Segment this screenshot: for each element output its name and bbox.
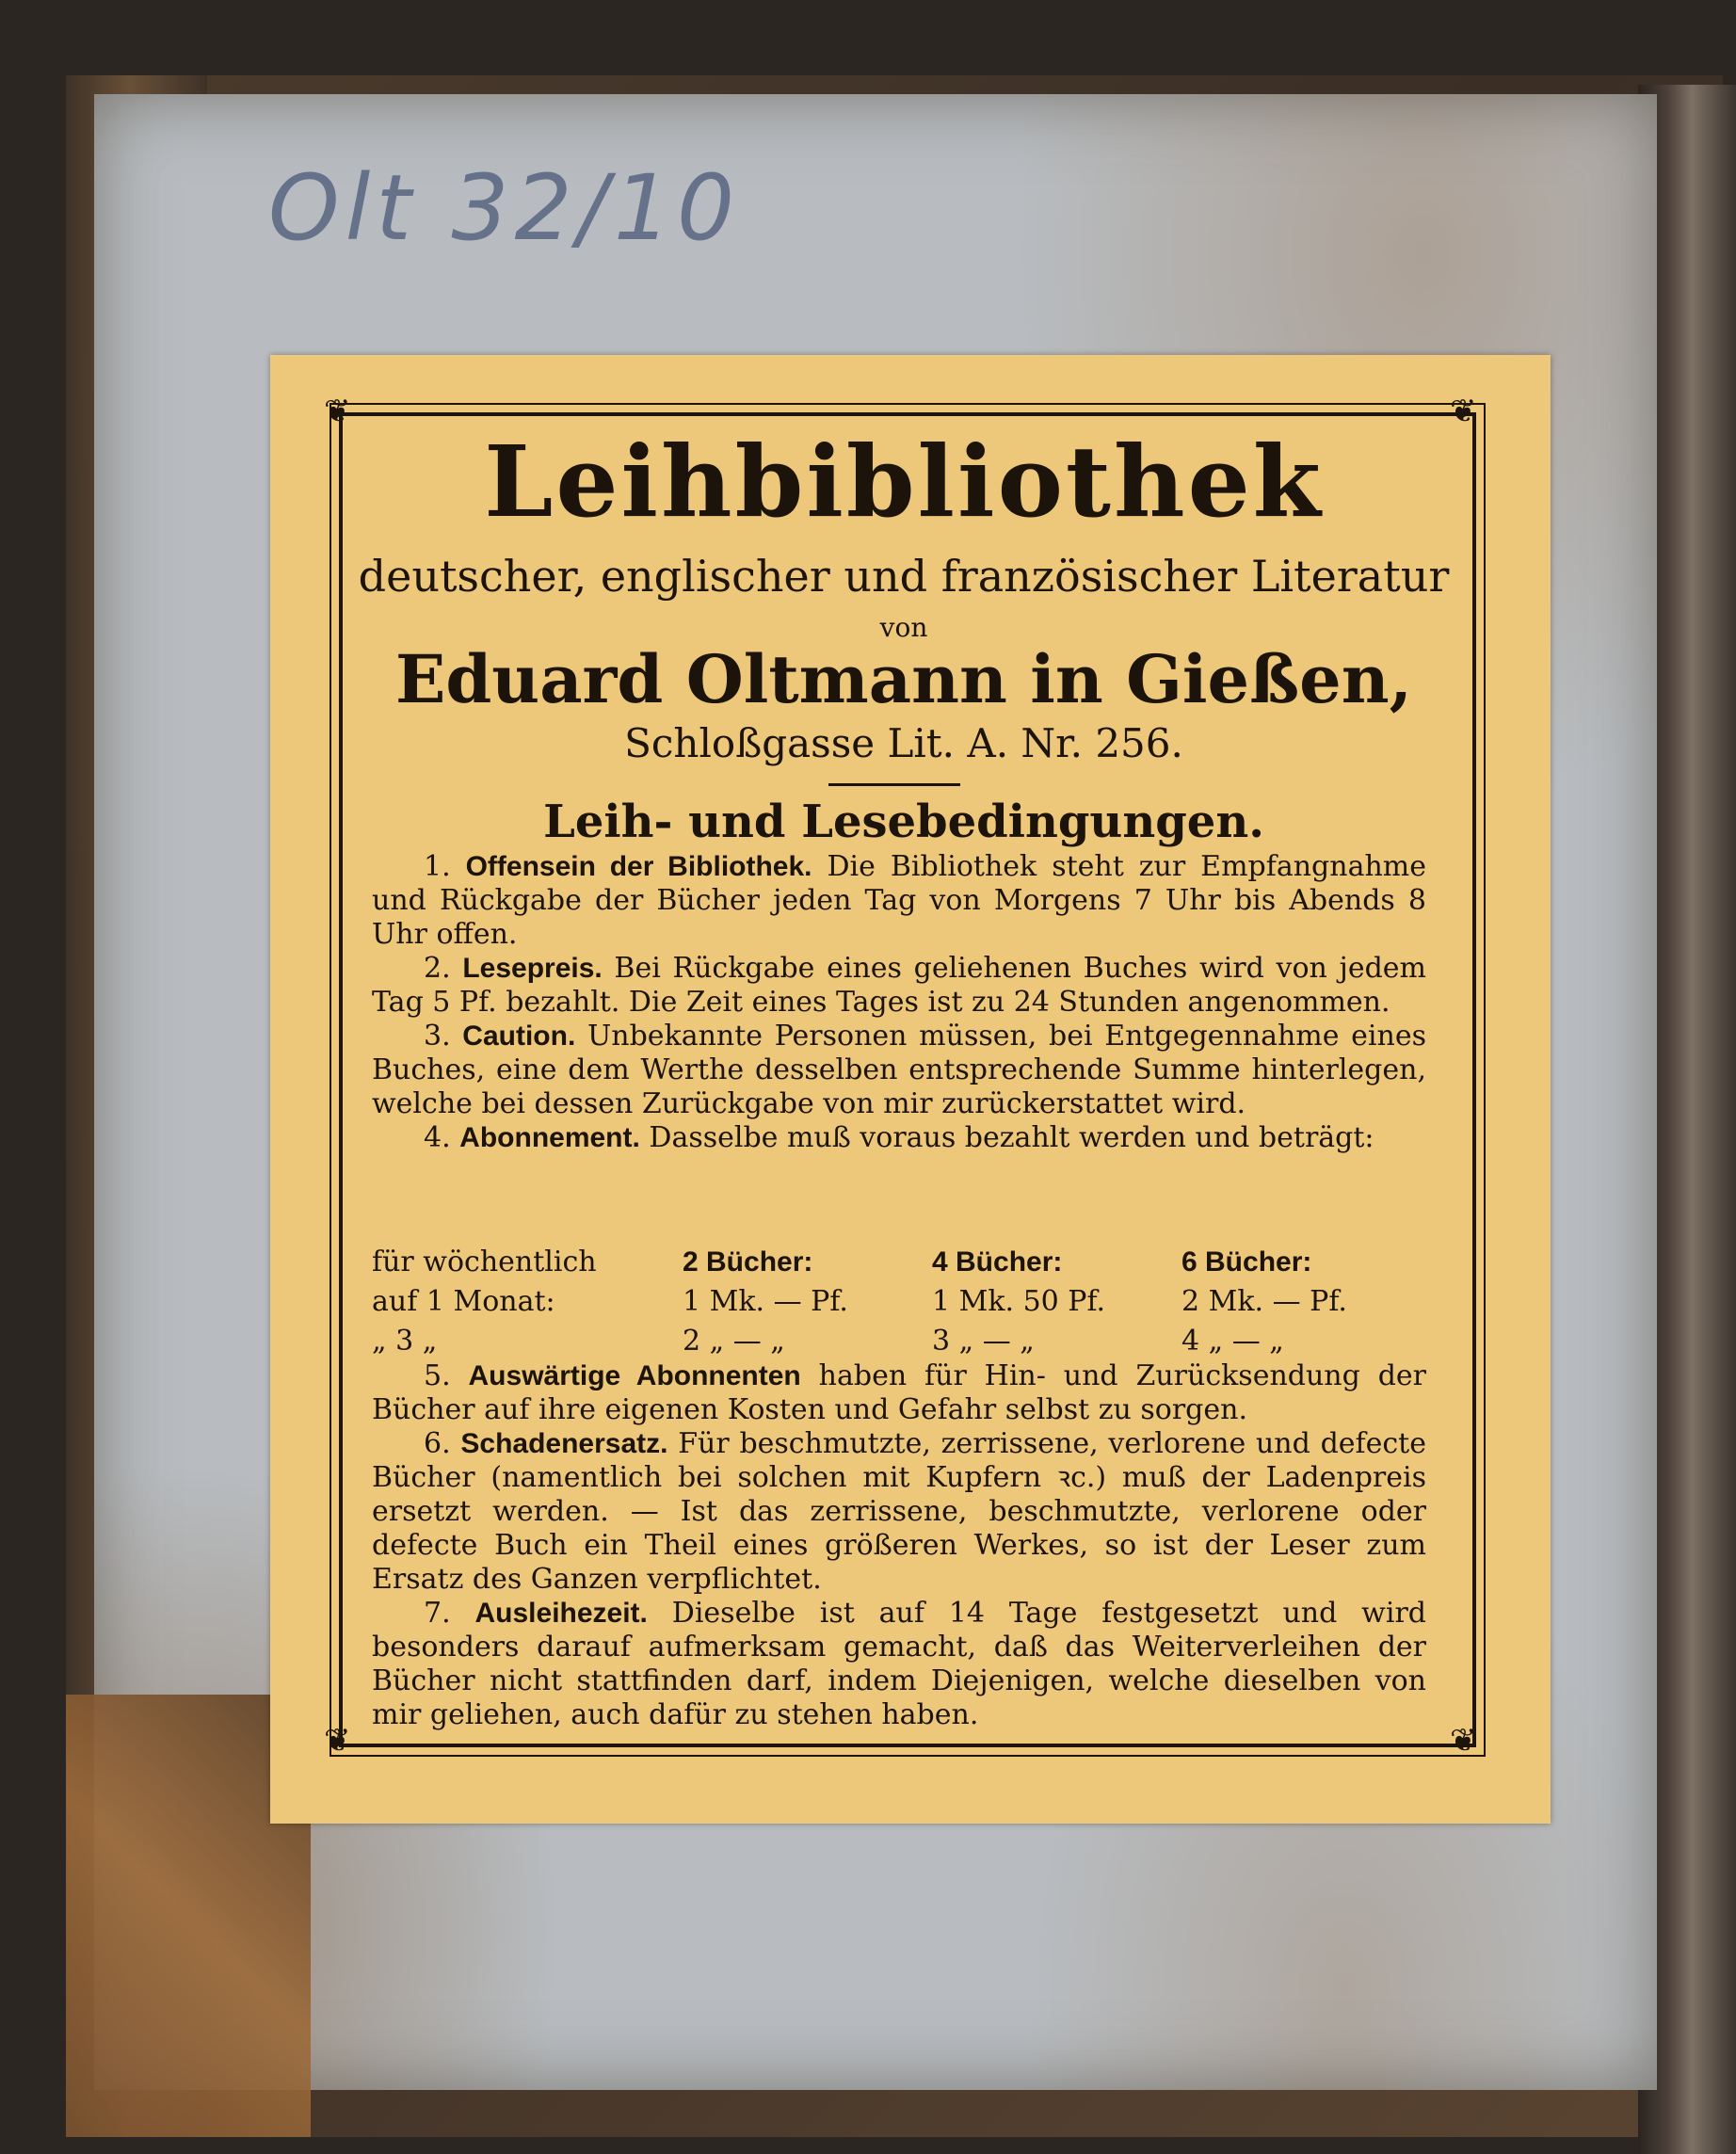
fee-table-header (372, 1240, 1426, 1279)
fee-cell: auf 1 Monat: (372, 1285, 555, 1318)
fee-table-row (372, 1279, 1426, 1319)
fee-table-row (372, 1319, 1426, 1358)
rule-item: 3. Caution. Unbekannte Personen müssen, bei Entgegennahme eines Buches, eine dem Werthe desselben entsprechende Summe hinterlegen, welche bei dessen Zurückgabe von mir zurückerstattet wird. (372, 1020, 1426, 1120)
frame-corner-ornament: ❦ (324, 1722, 351, 1760)
label-address: Schloßgasse Lit. A. Nr. 256. (624, 720, 1183, 766)
rule-item: 2. Lesepreis. Bei Rückgabe eines geliehenen Buches wird von jedem Tag 5 Pf. bezahlt. Die Zeit eines Tages ist zu 24 Stunden angenommen. (372, 952, 1426, 1019)
fee-table (372, 1240, 1426, 1358)
rule-item: 6. Schadenersatz. Für beschmutzte, zerrissene, verlorene und defecte Bücher (namentlich bei solchen mit Kupfern ꝛc.) muß der Ladenpreis ersetzt werden. — Ist das zerrissene, beschmutzte, verlorene oder defecte Buch ein Theil eines größeren Werkes, so ist der Leser zum Ersatz des Ganzen verpflichtet. (372, 1427, 1426, 1596)
fee-cell: 4 „ — „ (1181, 1325, 1284, 1358)
fee-cell: 2 „ — „ (683, 1325, 785, 1358)
frame-corner-ornament: ❦ (1450, 1722, 1477, 1760)
fee-header-cell: 6 Bücher: (1181, 1246, 1312, 1278)
rule-item: 7. Ausleihezeit. Dieselbe ist auf 14 Tage festgesetzt und wird besonders darauf aufmerksam gemacht, daß das Weiterverleihen der Bücher nicht stattfinden darf, indem Diejenigen, welche dieselben von mir geliehen, auch dafür zu stehen haben. (372, 1597, 1426, 1731)
rule-item: 1. Offensein der Bibliothek. Die Bibliothek steht zur Empfangnahme und Rückgabe der Bücher jeden Tag von Morgens 7 Uhr bis Abends 8 Uhr offen. (372, 850, 1426, 951)
frame-corner-ornament: ❦ (324, 393, 351, 430)
fee-cell: „ 3 „ (372, 1325, 438, 1358)
label-owner: Eduard Oltmann in Gießen, (395, 640, 1412, 718)
rules-list-continued (372, 1359, 1426, 1732)
label-subtitle: deutscher, englischer und französischer Literatur (358, 551, 1450, 602)
pencil-shelfmark: Olt 32/10 (268, 155, 741, 261)
fee-header-cell: für wöchentlich (372, 1246, 597, 1278)
fee-cell: 1 Mk. — Pf. (683, 1285, 848, 1318)
conditions-heading: Leih- und Lesebedingungen. (543, 796, 1264, 848)
rule-item: 4. Abonnement. Dasselbe muß voraus bezahlt werden und beträgt: (424, 1121, 1374, 1154)
label-title: Leihbibliothek (484, 424, 1324, 539)
fee-header-cell: 4 Bücher: (932, 1246, 1063, 1278)
rules-list (372, 850, 1426, 1155)
fee-cell: 1 Mk. 50 Pf. (932, 1285, 1106, 1318)
frame-corner-ornament: ❦ (1450, 393, 1477, 430)
fee-cell: 2 Mk. — Pf. (1181, 1285, 1347, 1318)
label-by: von (879, 612, 928, 643)
rule-item: 5. Auswärtige Abonnenten haben für Hin- und Zurücksendung der Bücher auf ihre eigenen Kosten und Gefahr selbst zu sorgen. (372, 1359, 1426, 1426)
fee-cell: 3 „ — „ (932, 1325, 1035, 1358)
divider-rule (828, 783, 960, 786)
fee-header-cell: 2 Bücher: (683, 1246, 813, 1278)
